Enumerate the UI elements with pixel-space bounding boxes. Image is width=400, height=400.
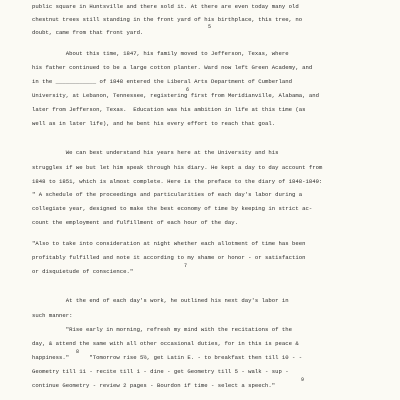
text-line: chestnut trees still standing in the front yard of his birthplace, this tree, no: [32, 16, 303, 23]
footnote-marker: 8: [76, 349, 80, 355]
text-line: "Also to take into consideration at night whether each allotment of time has been: [32, 240, 306, 247]
text-line: Geometry till 11 - recite till 1 - dine - get Geometry till 5 - walk - sup -: [32, 368, 289, 375]
text-line: University, at Lebanon, Tennessee, registering first from Meridianville, Alabama, and: [32, 92, 320, 99]
text-line: "Rise early in morning, refresh my mind with the recitations of the: [32, 326, 293, 333]
text-line: well as in later life), and he bent his every effort to reach that goal.: [32, 120, 276, 127]
footnote-marker: 7: [184, 263, 188, 269]
text-line: happiness." "Tomorrow rise 5½, get Latin E. - to breakfast then till 10 - -: [32, 354, 303, 361]
text-line: struggles if we but let him speak through his diary. He kept a day to day account from: [32, 164, 323, 171]
text-line: such manner:: [32, 312, 73, 319]
footnote-marker: 6: [186, 87, 190, 93]
text-line: day, & attend the same with all other occasional duties, for in this is peace &: [32, 340, 299, 347]
text-line: continue Geometry - review 2 pages - Bourdon if time - select a speech.": [32, 382, 276, 389]
text-line: or disquietude of conscience.": [32, 268, 134, 275]
text-line: We can best understand his years here at the University and his: [32, 149, 279, 156]
text-line: 1848 to 1851, which is almost complete. Here is the preface to the diary of 1848-1849:: [32, 178, 323, 185]
text-line: profitably fulfilled and note it according to my shame or honor - or satisfaction: [32, 254, 306, 261]
text-line: later from Jefferson, Texas. Education was his ambition in life at this time (as: [32, 106, 306, 113]
footnote-marker: 5: [208, 24, 212, 30]
text-line: public square in Huntsville and there sold it. At there are even today many old: [32, 3, 299, 10]
text-line: his father continued to be a large cotton planter. Ward now left Green Academy, and: [32, 64, 313, 71]
text-line: At the end of each day's work, he outlined his next day's labor in: [32, 297, 289, 304]
text-line: collegiate year, designed to make the best economy of time by keeping in strict ac-: [32, 205, 313, 212]
footnote-marker: 9: [301, 377, 305, 383]
text-line: count the employment and fulfillment of each hour of the day.: [32, 219, 238, 226]
text-line: About this time, 1847, his family moved to Jefferson, Texas, where: [32, 50, 289, 57]
text-line: in the ____________ of 1848 entered the Liberal Arts Department of Cumberland: [32, 78, 293, 85]
text-line: doubt, came from that front yard.: [32, 29, 144, 36]
text-line: " A schedule of the proceedings and particularities of each day's labor during a: [32, 191, 303, 198]
